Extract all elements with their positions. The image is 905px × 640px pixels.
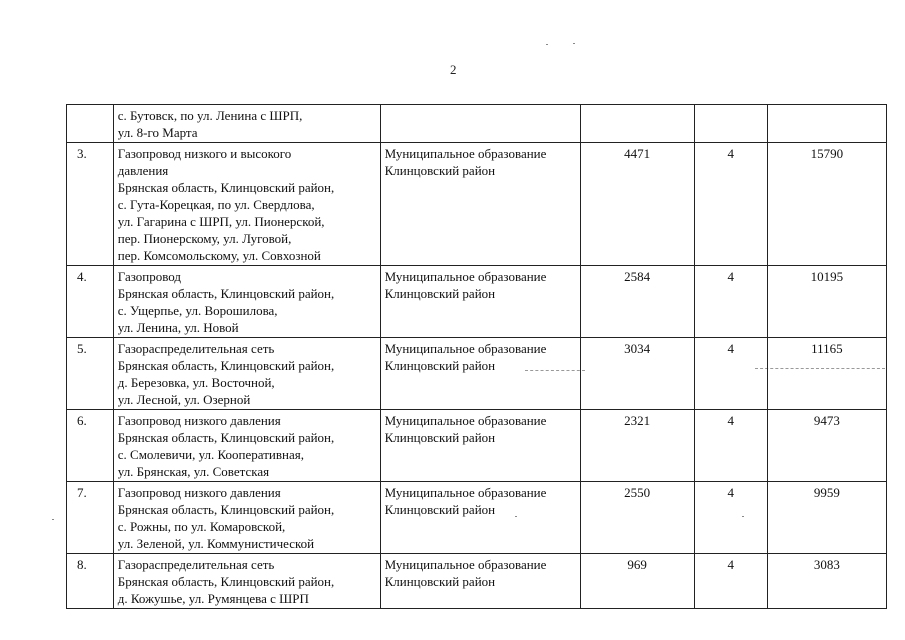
table-row: [67, 482, 887, 554]
object-description-cell: [113, 554, 380, 609]
description-line: Брянская область, Клинцовский район,: [117, 358, 335, 373]
page-number: 2: [450, 62, 457, 77]
owner-line: Муниципальное образование: [384, 146, 547, 161]
description-line: пер. Комсомольскому, ул. Совхозной: [117, 248, 321, 263]
description-line: ул. Зеленой, ул. Коммунистической: [117, 536, 315, 551]
description-line: Брянская область, Клинцовский район,: [117, 180, 335, 195]
description-line: с. Бутовск, по ул. Ленина с ШРП,: [117, 108, 303, 123]
owner-line: Клинцовский район: [384, 574, 496, 589]
table-row: [67, 410, 887, 482]
description-line: давления: [117, 163, 169, 178]
object-description-cell: [113, 338, 380, 410]
owner-line: Клинцовский район: [384, 502, 496, 517]
value-cell: 10195: [767, 266, 886, 338]
value-cell: 9473: [767, 410, 886, 482]
owner-cell: [380, 266, 580, 338]
description-line: Газопровод низкого давления: [117, 485, 281, 500]
description-line: с. Ущерпье, ул. Ворошилова,: [117, 303, 278, 318]
description-line: пер. Пионерскому, ул. Луговой,: [117, 231, 292, 246]
owner-line: Клинцовский район: [384, 286, 496, 301]
object-description-cell: [113, 143, 380, 266]
description-line: Газопровод низкого и высокого: [117, 146, 292, 161]
object-description-cell: [113, 105, 380, 143]
owner-line: Муниципальное образование: [384, 341, 547, 356]
owner-cell: [380, 482, 580, 554]
value-cell: 15790: [767, 143, 886, 266]
description-line: Газораспределительная сеть: [117, 557, 275, 572]
value-cell: 11165: [767, 338, 886, 410]
length-cell: 969: [580, 554, 694, 609]
description-line: с. Гута-Корецкая, по ул. Свердлова,: [117, 197, 315, 212]
table-row: [67, 266, 887, 338]
description-line: ул. Ленина, ул. Новой: [117, 320, 239, 335]
owner-line: Муниципальное образование: [384, 485, 547, 500]
owner-cell: [380, 105, 580, 143]
value-cell: 9959: [767, 482, 886, 554]
scan-speck: [573, 43, 575, 44]
description-line: с. Рожны, по ул. Комаровской,: [117, 519, 286, 534]
description-line: Газопровод низкого давления: [117, 413, 281, 428]
description-line: Газораспределительная сеть: [117, 341, 275, 356]
table-row: [67, 554, 887, 609]
value-cell: [767, 105, 886, 143]
scan-speck: [546, 44, 548, 45]
row-number-cell: 8.: [67, 554, 114, 609]
description-line: д. Кожушье, ул. Румянцева с ШРП: [117, 591, 309, 606]
description-line: Брянская область, Клинцовский район,: [117, 430, 335, 445]
object-description-cell: [113, 410, 380, 482]
description-line: ул. Лесной, ул. Озерной: [117, 392, 251, 407]
row-number-cell: 4.: [67, 266, 114, 338]
owner-cell: [380, 143, 580, 266]
length-cell: 2550: [580, 482, 694, 554]
length-cell: 4471: [580, 143, 694, 266]
row-number-cell: 7.: [67, 482, 114, 554]
scan-speck: [52, 519, 54, 520]
owner-line: Клинцовский район: [384, 430, 496, 445]
length-cell: 3034: [580, 338, 694, 410]
row-number-cell: 6.: [67, 410, 114, 482]
owner-cell: [380, 554, 580, 609]
owner-line: Муниципальное образование: [384, 413, 547, 428]
row-number-cell: 3.: [67, 143, 114, 266]
row-number-cell: 5.: [67, 338, 114, 410]
description-line: Брянская область, Клинцовский район,: [117, 502, 335, 517]
description-line: Газопровод: [117, 269, 182, 284]
registry-table: [66, 104, 887, 609]
category-cell: 4: [694, 554, 767, 609]
description-line: с. Смолевичи, ул. Кооперативная,: [117, 447, 304, 462]
row-number-cell: [67, 105, 114, 143]
object-description-cell: [113, 266, 380, 338]
owner-line: Клинцовский район: [384, 163, 496, 178]
owner-line: Муниципальное образование: [384, 269, 547, 284]
description-line: Брянская область, Клинцовский район,: [117, 286, 335, 301]
category-cell: 4: [694, 410, 767, 482]
category-cell: [694, 105, 767, 143]
category-cell: 4: [694, 482, 767, 554]
owner-cell: [380, 410, 580, 482]
description-line: ул. Гагарина с ШРП, ул. Пионерской,: [117, 214, 325, 229]
description-line: ул. 8-го Марта: [117, 125, 198, 140]
table-row: [67, 143, 887, 266]
table-body: [67, 105, 887, 609]
length-cell: [580, 105, 694, 143]
length-cell: 2584: [580, 266, 694, 338]
category-cell: 4: [694, 338, 767, 410]
value-cell: 3083: [767, 554, 886, 609]
owner-cell: [380, 338, 580, 410]
description-line: ул. Брянская, ул. Советская: [117, 464, 270, 479]
category-cell: 4: [694, 143, 767, 266]
description-line: д. Березовка, ул. Восточной,: [117, 375, 275, 390]
owner-line: Муниципальное образование: [384, 557, 547, 572]
table-row: [67, 338, 887, 410]
category-cell: 4: [694, 266, 767, 338]
length-cell: 2321: [580, 410, 694, 482]
table-row: [67, 105, 887, 143]
description-line: Брянская область, Клинцовский район,: [117, 574, 335, 589]
object-description-cell: [113, 482, 380, 554]
owner-line: Клинцовский район: [384, 358, 496, 373]
